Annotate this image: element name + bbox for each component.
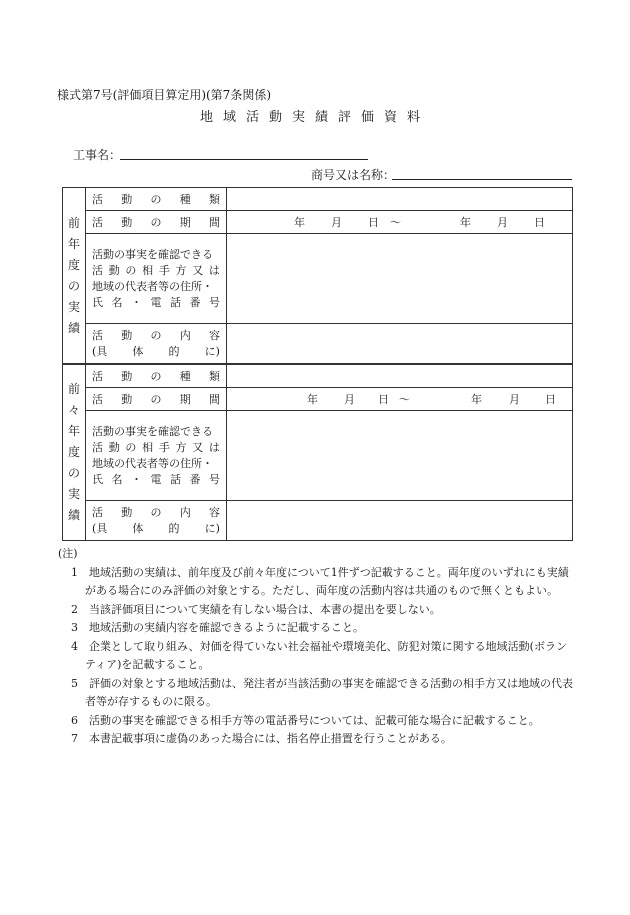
activity-contact-label: 活動の事実を確認できる 活 動 の 相 手 方 又 は 地域の代表者等の住所・ 氏 名 ・ 電 話 番 号 (86, 411, 227, 501)
activity-period-label: 活 動 の 期 間 (86, 388, 227, 411)
koji-label: 工事名： (73, 148, 122, 162)
note-item: 6 活動の事実を確認できる相手方等の電話番号については、記載可能な場合に記載すること。 (71, 713, 540, 727)
activity-content-label: 活 動 の 内 容 (具 体 的 に) (86, 324, 227, 364)
form-number-label: 様式第7号(評価項目算定用)(第7条関係) (57, 88, 271, 102)
note-item: 3 地域活動の実績内容を確認できるように記載すること。 (71, 621, 364, 634)
activity-type-field[interactable] (227, 188, 573, 211)
prev-prev-year-table (62, 364, 573, 541)
note-item: 4 企業として取り組み、対価を得ていない社会福祉や環境美化、防犯対策に関する地域活動(ボランティア)を記載すること。 (71, 639, 567, 671)
page-title: 地域活動実績評価資料 (199, 110, 430, 125)
activity-content-field[interactable] (227, 501, 573, 541)
note-item: 2 当該評価項目について実績を有しない場合は、本書の提出を要しない。 (71, 602, 441, 616)
activity-content-label: 活 動 の 内 容 (具 体 的 に) (86, 501, 227, 541)
activity-period-label: 活 動 の 期 間 (86, 211, 227, 234)
notes-header: (注) (58, 547, 78, 560)
note-item: 5 評価の対象とする地域活動は、発注者が当該活動の事実を確認できる活動の相手方又は地域の代表者等が存するものに限る。 (71, 676, 573, 708)
notes-section (58, 545, 576, 749)
koji-name-field[interactable] (120, 159, 368, 160)
shogo-label: 商号又は名称： (311, 168, 396, 182)
note-item: 7 本書記載事項に虚偽のあった場合には、指名停止措置を行うことがある。 (71, 732, 452, 745)
activity-contact-label: 活動の事実を確認できる 活 動 の 相 手 方 又 は 地域の代表者等の住所・ 氏 名 ・ 電 話 番 号 (86, 234, 227, 324)
activity-type-label: 活 動 の 種 類 (86, 188, 227, 211)
prev-year-table (62, 187, 573, 364)
activity-period-field[interactable]: 年 月 日 〜 年 月 日 (227, 211, 573, 234)
activity-period-field[interactable]: 年 月 日 〜 年 月 日 (227, 388, 573, 411)
activity-contact-field[interactable] (227, 411, 573, 501)
activity-contact-field[interactable] (227, 234, 573, 324)
company-name-field[interactable] (392, 179, 572, 180)
activity-type-field[interactable] (227, 365, 573, 388)
activity-content-field[interactable] (227, 324, 573, 364)
prev-prev-year-side-label: 前 々 年 度 の 実 績 (63, 365, 86, 541)
activity-type-label: 活 動 の 種 類 (86, 365, 227, 388)
note-item: 1 地域活動の実績は、前年度及び前々年度について1件ずつ記載すること。両年度のいずれにも実績がある場合にのみ評価の対象とする。ただし、両年度の活動内容は共通のもので無くともよい。 (71, 565, 569, 597)
prev-year-side-label: 前 年 度 の 実 績 (63, 188, 86, 364)
